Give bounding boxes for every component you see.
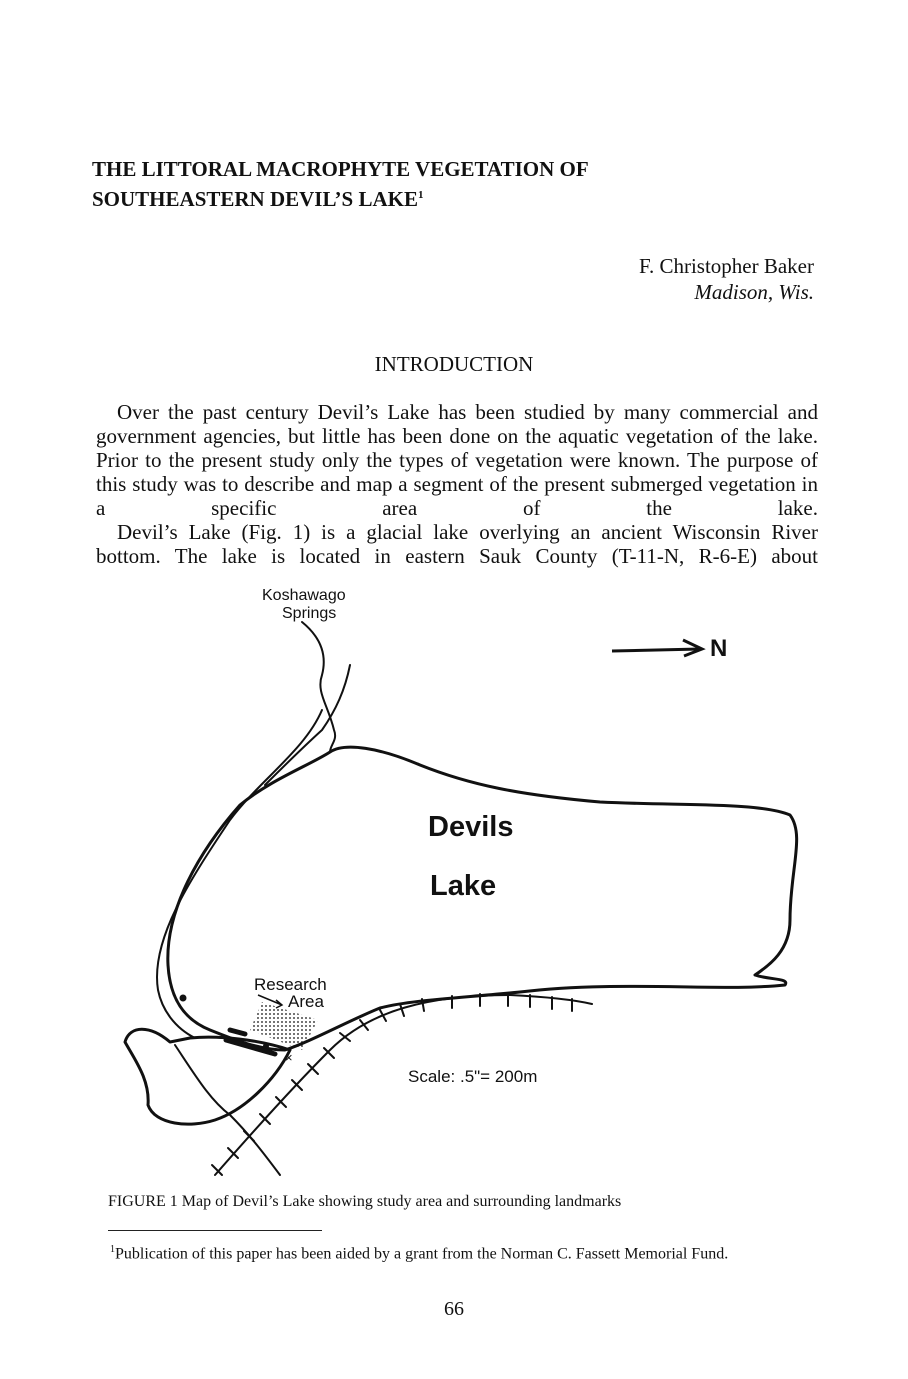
landmark-x: × [285,1050,293,1065]
research-label-line-2: Area [288,992,324,1011]
landmark-dot-2 [263,1043,269,1049]
research-label-line-1: Research [254,975,327,994]
lake-label-line-1: Devils [428,811,514,843]
north-arrow [612,640,702,656]
title-line-2: SOUTHEASTERN DEVIL’S LAKE [92,187,418,211]
lake-label-line-2: Lake [430,870,497,902]
article-title [92,156,812,212]
figure-caption: FIGURE 1 Map of Devil’s Lake showing study area and surrounding landmarks [108,1193,622,1210]
footnote-text: Publication of this paper has been aided by a grant from the Norman C. Fassett Memorial Fund. [115,1245,729,1263]
springs-label-line-2: Springs [282,605,337,622]
title-footnote-mark: 1 [418,189,424,201]
scale-label: Scale: .5"= 200m [408,1067,538,1086]
footnote [110,1238,832,1266]
lobe-road [175,1045,280,1175]
footnote-mark: 1 [110,1244,115,1255]
landmark-dot [180,995,187,1002]
lake-map [0,580,908,1190]
author-block [639,253,814,305]
page-number: 66 [444,1298,464,1320]
north-label: N [710,635,728,662]
section-heading: INTRODUCTION [374,352,534,376]
author-name: F. Christopher Baker [638,254,814,278]
springs-label-line-1: Koshawago [262,587,346,604]
paragraph-2: Devil’s Lake (Fig. 1) is a glacial lake overlying an ancient Wisconsin River bottom. The lake is located in eastern Sauk County (T-11-N, R-6-E) about [96,520,818,568]
author-affiliation: Madison, Wis. [694,280,814,304]
pier [230,1030,245,1034]
footnote-rule [108,1230,322,1231]
paragraph-1: Over the past century Devil’s Lake has been studied by many commercial and government agencies, but little has been done on the aquatic vegetation of the lake. Prior to the present study only the types of vegetation were known. The purpose of this study was to describe and map a segment of the present submerged vegetation in a specific area of the lake. [96,400,818,520]
title-line-1: THE LITTORAL MACROPHYTE VEGETATION OF [92,157,589,181]
body-text [96,400,818,568]
